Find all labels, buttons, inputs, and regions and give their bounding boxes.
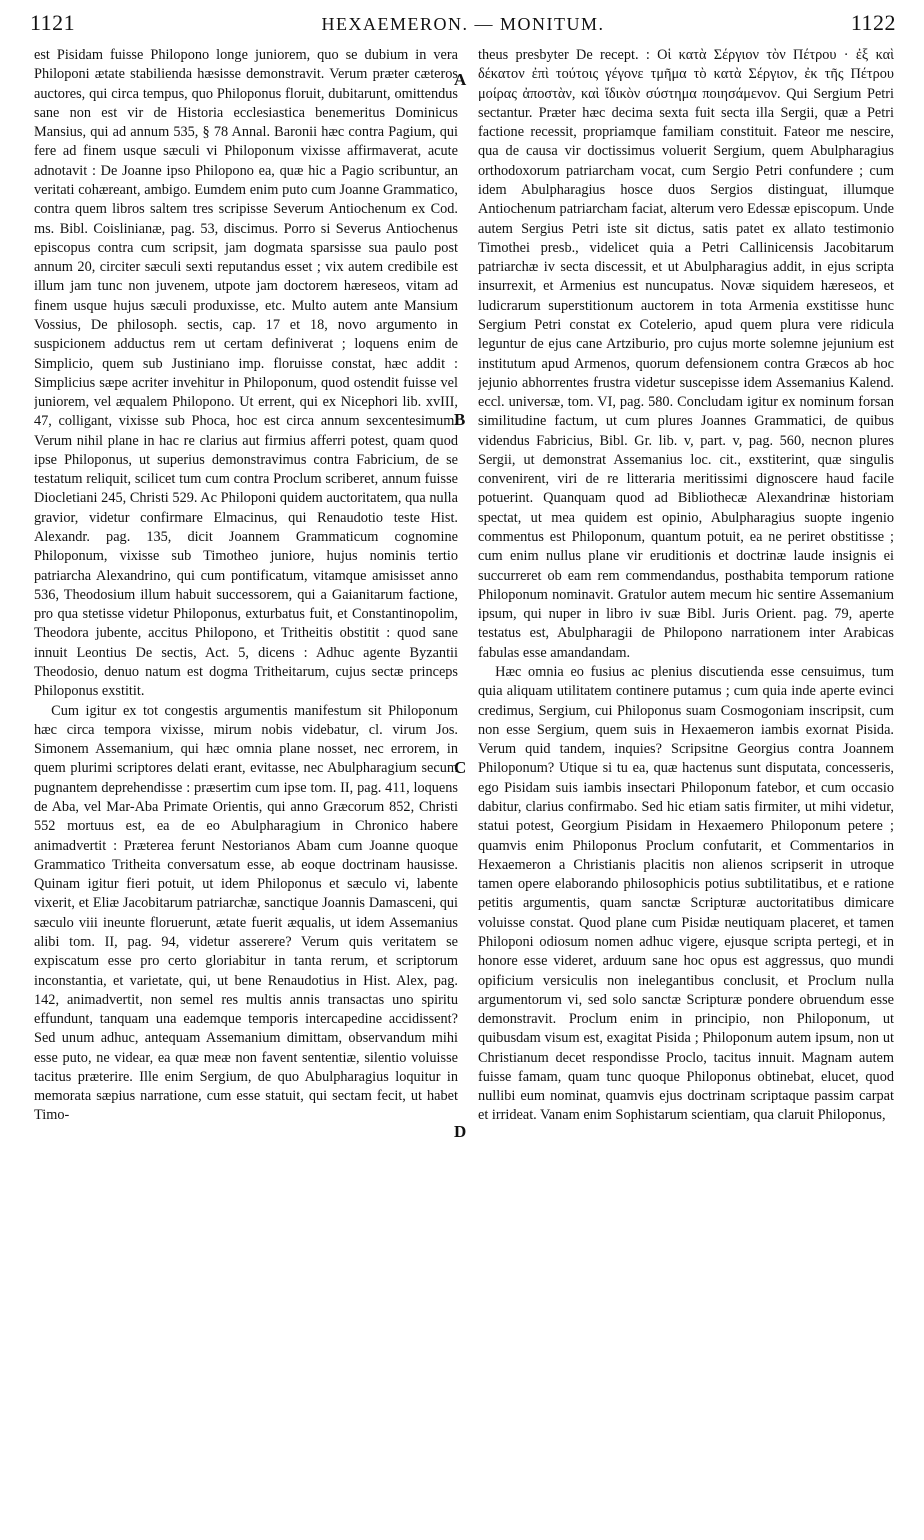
right-page-number: 1122 [850,10,896,35]
right-column [478,46,894,1526]
right-paragraph-2: Hæc omnia eo fusius ac plenius discutienda esse censuimus, tum quia aliquam utilitatem continere putamus ; cum quia inde aperte evinci credimus, Sergium, cui Philoponus suam Cosmogoniam inscripsit, cum non esse Sergium, quem suis in Hexaemeron iambis exornat Pisida. Verum quid tandem, inquies? Scripsitne Georgius contra Joannem Philoponum? Utique si tu ea, quæ hactenus sunt disputata, concesseris, ego Pisidam suis iambis insectari Philoponum fatebor, et cum occasio dabitur, clarius confirmabo. Sed hic etiam satis firmiter, ut mihi videtur, statui potest, Georgium Pisidam in Hexaemero Philoponum petere ; quamvis enim Philoponus Proclum confutarit, et Commentarios in Hexaemeron a Christianis placitis non alienos scripserit in utroque tamen opere elaborando philosophicis potius subtilitatibus, et e ratione petitis argumentis, quam sanctæ Scripturæ auctoritatibus dimicare voluisse constat. Quod plane cum Pisidæ neutiquam placeret, et tamen Philoponi odiosum nomen adhuc vigere, ejusque scripta pertegi, et in honore esse videret, arduum sane hoc opus est aggressus, quo mundi opificium versiculis non inelegantibus conclusit, et Proclum nulla argumentorum vi, sed solo sanctæ Scripturæ pondere obruendum esse demonstravit. Proclum enim in principio, non Philoponum, ut quibusdam visum est, exagitat Pisida ; Philoponum autem ipsum, non ut Christianum decet respondisse Proclo, tacitus innuit. Magnam autem fuisse famam, quam tunc quoque Philoponus obtinebat, elucet, quod nullibi eum nominat, quamvis ejus doctrinam scriptaque passim carpat et irrideat. Vanam enim Sophistarum scientiam, qua claruit Philoponus, [478,664,894,1124]
right-paragraph-1: theus presbyter De recept. : Οἱ κατὰ Σέργιον τὸν Πέτρου · ἐξ καὶ δέκατον ἐπὶ τούτοις γέγονε τμῆμα τὸ κατὰ Σέργιον, ἐκ τῆς Πέτρου μοίρας ἀποστὰν, καὶ ἴδικὸν σύστημα ποιησάμενον. Qui Sergium Petri sectantur. Præter hæc decima sexta fuit secta illa Sergii, quæ a Petri factione recessit, propriamque familiam constituit. Fateor me nescire, qua de causa vir doctissimus voluerit Sergium, quem Abulpharagius orthodoxorum patriarcham vocat, cum Sergio Petri confundere ; cum idem Abulpharagius hosce duos Sergios distinguat, illumque Antiochenum patriarcham faciat, alterum vero Edessæ episcopum. Unde autem Sergius Petri iste sit dictus, satis patet ex allato testimonio Timothei presb., videlicet quia a Petri Callinicensis Jacobitarum patriarchæ iv secta discessit, et ut Abulpharagius addit, in ejus scripta insurrexit, et Armenius est nuncupatus. Novæ siquidem hæreseos, et ludicrarum superstitionum auctorem in tota Armenia exstitisse hunc Sergium Petri constat ex Cotelerio, apud quem plura vere ridicula leguntur de ejus cane Artziburio, pro cujus morte solemne jejunium est institutum apud Armenos, quorum defensionem contra Græcos ab hoc jejunio abhorrentes frustra videtur suscepisse idem Assemanius Kalend. eccl. universæ, tom. VI, pag. 580. Concludam igitur ex nominum forsan similitudine factum, ut cum plures Joannes Grammatici, de quibus videndus Fabricius, Bibl. Gr. lib. v, part. v, pag. 560, necnon plures Sergii, ut demonstrat Assemanius loc. cit., exstiterint, quæ singulis convenirent, viri de re litteraria meritissimi dignoscere haud facile potuerint. Quanquam quod ad Bibliothecæ Alexandrinæ historiam spectat, ut mea quidem est opinio, Abulpharagius suopte ingenio commentus est Philoponum, quantum potuit, ea ne periret obstitisse ; cum enim nullus plane vir eruditionis et doctrinæ laude insignis ei succurreret ob eam rem commendandus, posthabita temporum ratione Philoponum nominavit. Gratulor autem mecum hic sentire Assemanium ipsum, qui nuper in libro iv suæ Bibl. Juris Orient. pag. 79, aperte testatus est, Abulpharagii de Philopono narrationem inter Arabicas fabulas esse amandandam. [478,47,894,661]
page-header [30,10,896,40]
left-page-number: 1121 [30,10,76,35]
section-marker-d: D [454,1122,467,1141]
left-paragraph-1: est Pisidam fuisse Philopono longe juniorem, quo se dubium in vera Philoponi ætate stabilienda hæsisse demonstravit. Verum præter cæteros auctores, qui circa tempus, quo Philoponus floruit, dubitarunt, omittendus sane non est vir de Historia ecclesiastica benemeritus Dominicus Mansius, qui ad annum 535, § 78 Annal. Baronii hæc contra Pagium, qui fere ad finem usque sæculi vi Philoponum vixisse affirmaverat, acute adnotavit : De Joanne ipso Philopono ea, quæ hic a Pagio scribuntur, an veritati cohæreant, ambigo. Eumdem enim puto cum Joanne Grammatico, contra quem libros saltem tres scripisse Severum Antiochenum ex Cod. ms. Bibl. Coislinianæ, pag. 53, discimus. Porro si Severus Antiochenus episcopus contra cum scripsit, jam dogmata sparsisse sua paulo post annum 20, circiter sæculi sexti reputandus esset ; vix autem credibile est illum jam tunc non juvenem, utpote jam doctorem hæreseos, vitam ad finem usque hujus sæculi produxisse, etc. Multo autem ante Mansium Vossius, De philosoph. sectis, cap. 17 et 18, novo argumento in suspicionem adductus rem ut certam definiverat ; loquens enim de Simplicio, quem sub Justiniano imp. floruisse constat, hæc addit : Simplicius sæpe acriter invehitur in Philoponum, quod ostendit fuisse vel juniorem, vel æqualem Philopono. Ut errent, qui ex Nicephori lib. xvIII, 47, colligant, vixisse sub Phoca, hoc est circa annum sexcentesimum. Verum nihil plane in hac re clarius aut firmius afferri potest, quam quod ipse Philoponus, ut superius demonstravimus contra Fabricium, de se testatum reliquit, scilicet tum cum contra Proclum scriberet, annum fuisse Diocletiani 245, Christi 529. Ac Philoponi quidem auctoritatem, qua nulla gravior, videtur confirmare Elmacinus, qui Renaudotio teste Hist. Alexandr. pag. 135, dicit Joannem Grammaticum cognomine Philoponum, vixisse sub Timotheo juniore, hujus nominis tertio patriarcha Alexandrino, qui cum pontificatum, vitamque amisisset anno 536, Theodosium illum habuit successorem, qui a Gaianitarum factione, pro qua stetisse videtur Philoponus, exturbatus fuit, et Constantinopolim, Theodora jubente, accitus Philopono, et Tritheitis obstitit : quod sane innuit Leontius De sectis, Act. 5, dicens : Adhuc agente Byzantii Theodosio, denuo natum est dogma Tritheitarum, cujus sectæ princeps Philoponus exstitit. [34,47,458,700]
left-paragraph-2: Cum igitur ex tot congestis argumentis manifestum sit Philoponum hæc circa tempora vixisse, mirum nobis videbatur, cl. virum Jos. Simonem Assemanium, qui hæc omnia plane nosset, nec errorem, in quem plurimi scriptores delati erant, evitasse, nec Abulpharagium secum pugnantem deprehendisse : præsertim cum ipse tom. II, pag. 411, loquens de Aba, vel Mar-Aba Primate Orientis, qui anno Græcorum 852, Christi 552 mortuus est, ea de eo Abulpharagium in Chronico habere animadvertit : Præterea ferunt Nestorianos Abam cum Joanne quoque Grammatico Tritheita conversatum esse, ab eoque doctrinam hausisse. Quinam igitur fieri potuit, ut idem Philoponus et sæculo vi, labente vixerit, et Eliæ Jacobitarum patriarchæ, sanctique Joannis Damasceni, qui sæculo viii ineunte floruerunt, ætate fuerit æqualis, ut idem Assemanius alibi tom. II, pag. 94, videtur asserere? Verum quis veritatem se expiscatum esse pro certo gloriabitur in tanta rerum, et scriptorum inconstantia, et varietate, qui, ut bene Renaudotius in Hist. Alex, pag. 142, animadvertit, non semel res multis annis transactas uno spiritu effundunt, tanquam una eademque temporis intercapedine accidissent? Sed unum adhuc, antequam Assemanium dimittam, observandum mihi esse puto, ne videar, ea quæ meæ non favent sententiæ, silentio voluisse tacitus præterire. Ille enim Sergium, de quo Abulpharagius loquitur in memorata sæpius narratione, cum esse statuit, qui sectam fecit, ut habet Timo- [34,702,458,1124]
section-marker-a: A [454,70,467,89]
running-title: HEXAEMERON. — MONITUM. [321,14,605,34]
section-marker-b: B [454,410,466,429]
left-column [34,46,458,1526]
section-marker-c: C [454,758,467,777]
